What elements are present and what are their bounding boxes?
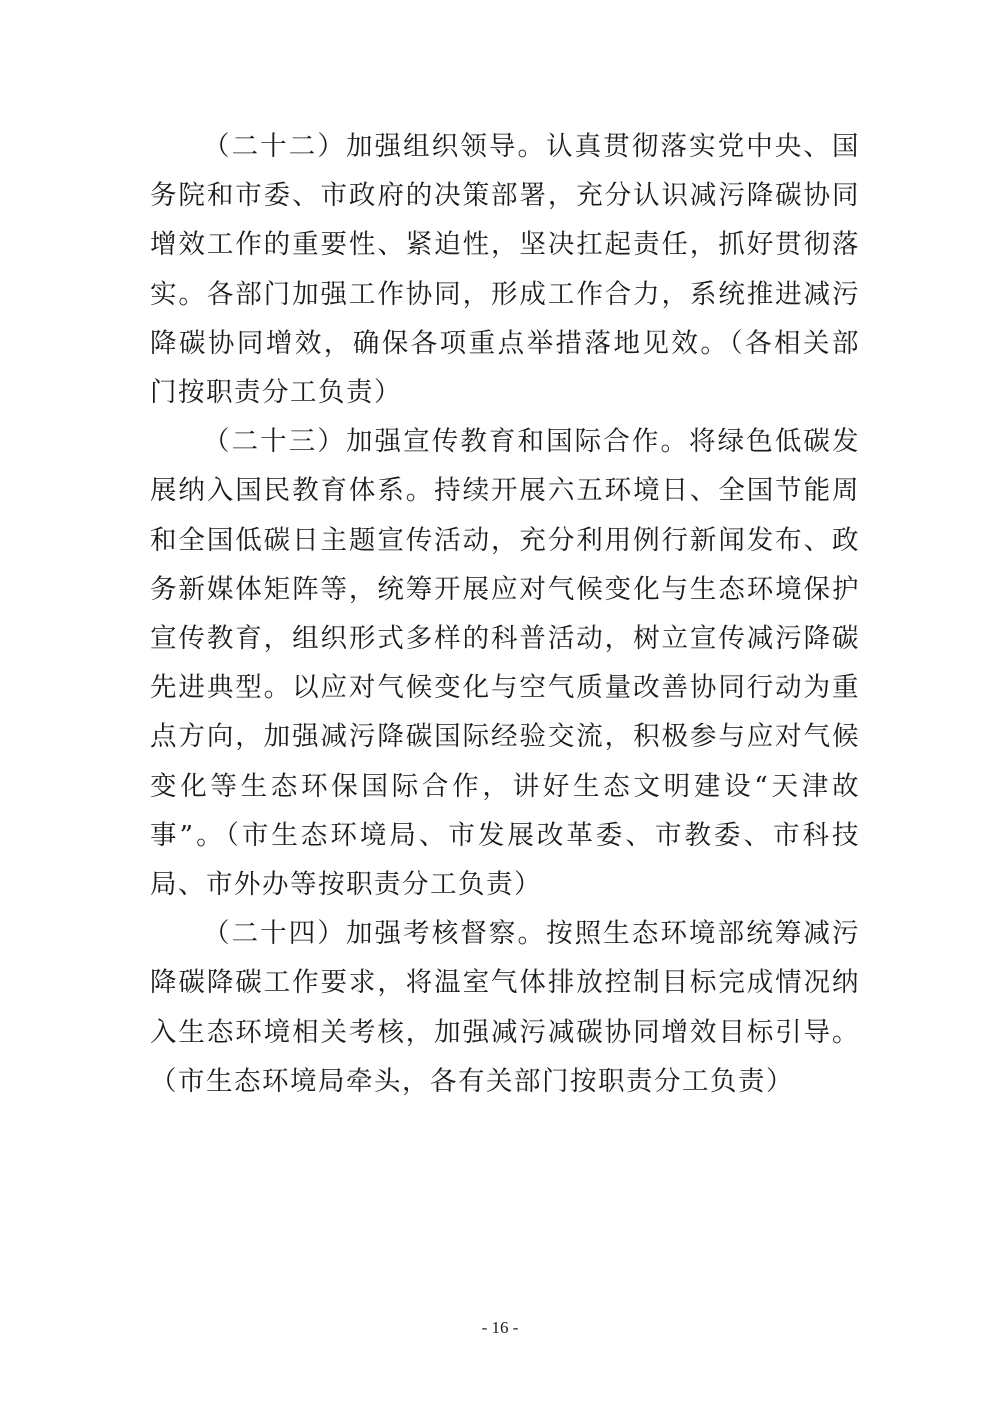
paragraph-publicity-cooperation: （二十三）加强宣传教育和国际合作。将绿色低碳发展纳入国民教育体系。持续开展六五环境日、全国节能周和全国低碳日主题宣传活动，充分利用例行新闻发布、政务新媒体矩阵等，统筹开展应对气候变化与生态环境保护宣传教育，组织形式多样的科普活动，树立宣传减污降碳先进典型。以应对气候变化与空气质量改善协同行动为重点方向，加强减污降碳国际经验交流，积极参与应对气候变化等生态环保国际合作，讲好生态文明建设“天津故事”。（市生态环境局、市发展改革委、市教委、市科技局、市外办等按职责分工负责） <box>150 426 860 901</box>
page-number: - 16 - <box>481 1318 519 1337</box>
document-body <box>150 122 860 1106</box>
paragraph-organization-leadership: （二十二）加强组织领导。认真贯彻落实党中央、国务院和市委、市政府的决策部署，充分认识减污降碳协同增效工作的重要性、紧迫性，坚决扛起责任，抓好贯彻落实。各部门加强工作协同，形成工作合力，系统推进减污降碳协同增效，确保各项重点举措落地见效。（各相关部门按职责分工负责） <box>150 131 860 409</box>
paragraph-assessment-supervision: （二十四）加强考核督察。按照生态环境部统筹减污降碳降碳工作要求，将温室气体排放控制目标完成情况纳入生态环境相关考核，加强减污减碳协同增效目标引导。（市生态环境局牵头，各有关部门按职责分工负责） <box>150 918 860 1097</box>
